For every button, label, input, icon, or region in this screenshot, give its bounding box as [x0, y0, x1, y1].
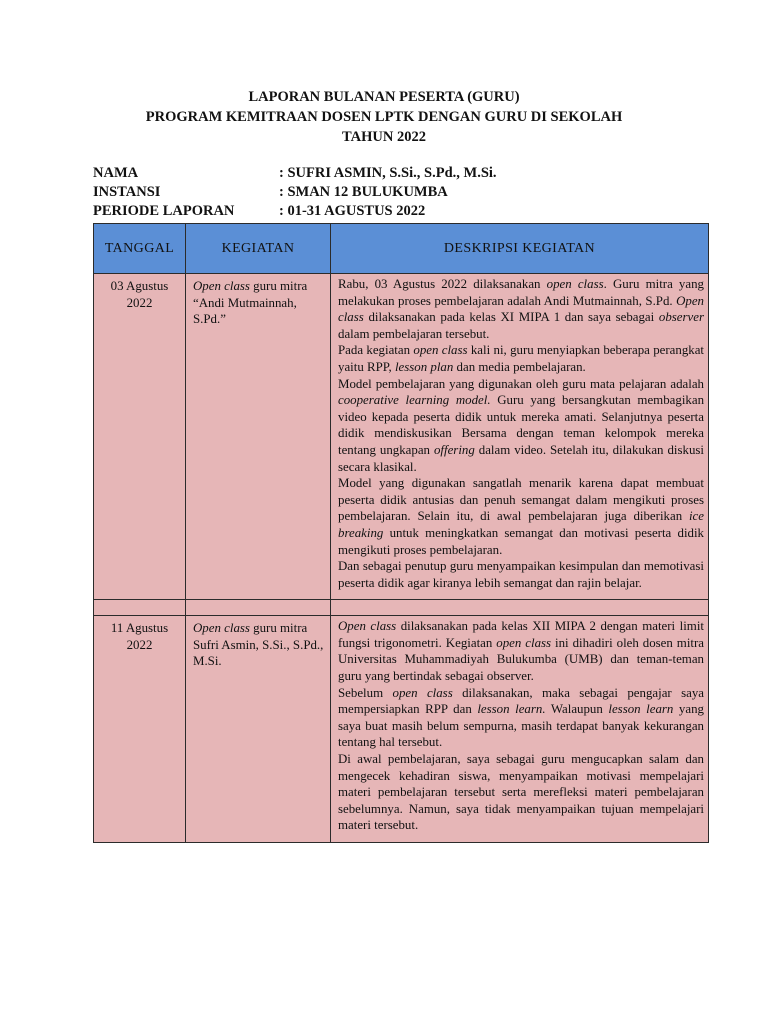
italic-term: open class	[392, 685, 453, 700]
italic-term: Open class	[338, 293, 704, 325]
text-run: ini dihadiri oleh dosen mitra Universitas Muhammadiyah Bulukumba (UMB) dan teman-teman guru yang bertindak sebagai observer.	[338, 635, 705, 684]
description-paragraph	[338, 475, 704, 558]
text-run: Model yang digunakan sangatlah menarik karena dapat membuat peserta didik antusias dan penuh semangat dalam mengikuti proses pembelajaran. Selain itu, di awal pembelajaran juga diberikan	[338, 476, 704, 524]
text-run: untuk meningkatkan semangat dan motivasi peserta didik mengikuti proses pembelajaran.	[338, 525, 704, 557]
text-run: dilaksanakan, maka sebagai pengajar saya mempersiapkan RPP dan	[338, 685, 705, 717]
activity-table	[93, 223, 709, 843]
info-instansi	[93, 183, 708, 202]
italic-term: lesson learn	[608, 702, 674, 717]
italic-term: Open class	[338, 619, 397, 634]
text-run: dalam pembelajaran tersebut.	[338, 326, 490, 341]
text-run: dilaksanakan pada kelas XII MIPA 2 dengan materi limit fungsi trigonometri. Kegiatan	[338, 619, 704, 650]
text-run: Model pembelajaran yang digunakan oleh guru mata pelajaran adalah	[338, 376, 704, 391]
header-tanggal: TANGGAL	[94, 224, 186, 274]
text-run: kali ni, guru menyiapkan beberapa perangkat yaitu RPP,	[338, 343, 705, 374]
info-periode	[93, 202, 708, 221]
italic-term: open class	[496, 635, 552, 650]
instansi-value: : SMAN 12 BULUKUMBA	[279, 184, 448, 200]
periode-label: PERIODE LAPORAN	[93, 203, 235, 219]
text-run: Dan sebagai penutup guru menyampaikan kesimpulan dan memotivasi peserta didik agar kiranya lebih semangat dan rajin belajar.	[338, 559, 704, 590]
italic-term: lesson learn.	[477, 702, 546, 717]
row-date: 11 Agustus 2022	[94, 616, 186, 843]
row-date: 03 Agustus 2022	[94, 274, 186, 600]
text-run: dalam video. Setelah itu, dilakukan diskusi secara klasikal.	[338, 442, 704, 474]
periode-value: : 01-31 AGUSTUS 2022	[279, 203, 426, 219]
italic-term: offering	[433, 442, 475, 457]
table-row	[94, 274, 709, 600]
description-paragraph	[338, 276, 704, 342]
row-activity	[186, 274, 331, 600]
program-title: PROGRAM KEMITRAAN DOSEN LPTK DENGAN GURU DI SEKOLAH	[145, 109, 623, 125]
table-row	[94, 616, 709, 843]
description-paragraph	[338, 342, 704, 375]
text-run: Walaupun	[545, 702, 609, 717]
report-header	[0, 87, 768, 147]
description-paragraph	[338, 558, 704, 591]
text-run: Pada kegiatan	[338, 343, 414, 358]
italic-term: lesson plan	[394, 359, 454, 374]
text-run: dilaksanakan pada kelas XI MIPA 1 dan saya sebagai	[363, 310, 659, 325]
text-run: Rabu, 03 Agustus 2022 dilaksanakan	[338, 277, 547, 291]
text-run: Sebelum	[338, 685, 393, 700]
italic-term: cooperative learning model.	[338, 393, 491, 408]
nama-value: : SUFRI ASMIN, S.Si., S.Pd., M.Si.	[279, 165, 497, 181]
header-deskripsi: DESKRIPSI KEGIATAN	[331, 224, 709, 274]
italic-term: ice breaking	[338, 509, 704, 540]
activity-rest: guru mitra Sufri Asmin, S.Si., S.Pd., M.Si.	[193, 621, 324, 669]
row-spacer	[94, 600, 709, 616]
text-run: Guru yang bersangkutan membagikan video kepada peserta didik untuk mereka amati. Selanjutnya peserta didik mendiskusikan Bersama dengan teman kelompok mereka tentang ungkapan	[338, 393, 705, 457]
description-paragraph	[338, 685, 704, 751]
info-nama	[93, 164, 708, 183]
activity-italic: Open class	[193, 621, 250, 636]
italic-term: open class	[413, 343, 468, 358]
table-header-row	[94, 224, 709, 274]
activity-rest: guru mitra “Andi Mutmainnah, S.Pd.”	[193, 279, 308, 327]
row-description	[331, 616, 709, 843]
row-activity	[186, 616, 331, 843]
text-run: Di awal pembelajaran, saya sebagai guru mengucapkan salam dan mengecek kehadiran siswa, menyampaikan motivasi mempelajari materi pembelajaran tersebut serta merefleksi materi pembelajaran sebelumnya. Namun, saya tidak menyampaikan tujuan mempelajari materi tersebut.	[338, 752, 704, 833]
description-paragraph	[338, 376, 704, 476]
row-description	[331, 274, 709, 600]
report-title: LAPORAN BULANAN PESERTA (GURU)	[248, 89, 520, 105]
instansi-label: INSTANSI	[93, 184, 161, 200]
text-run: . Guru mitra yang melakukan proses pembelajaran adalah Andi Mutmainnah, S.Pd.	[338, 277, 704, 308]
activity-italic: Open class	[193, 279, 250, 293]
text-run: yang saya buat masih belum sempurna, masih terdapat banyak kekurangan tentang hal tersebut.	[338, 702, 704, 750]
italic-term: observer	[658, 310, 704, 325]
text-run: dan media pembelajaran.	[453, 359, 586, 374]
participant-info	[93, 164, 708, 221]
description-paragraph	[338, 751, 704, 834]
nama-label: NAMA	[93, 165, 139, 181]
italic-term: open class	[546, 277, 604, 291]
year-title: TAHUN 2022	[342, 129, 426, 145]
description-paragraph	[338, 618, 704, 684]
header-kegiatan: KEGIATAN	[186, 224, 331, 274]
